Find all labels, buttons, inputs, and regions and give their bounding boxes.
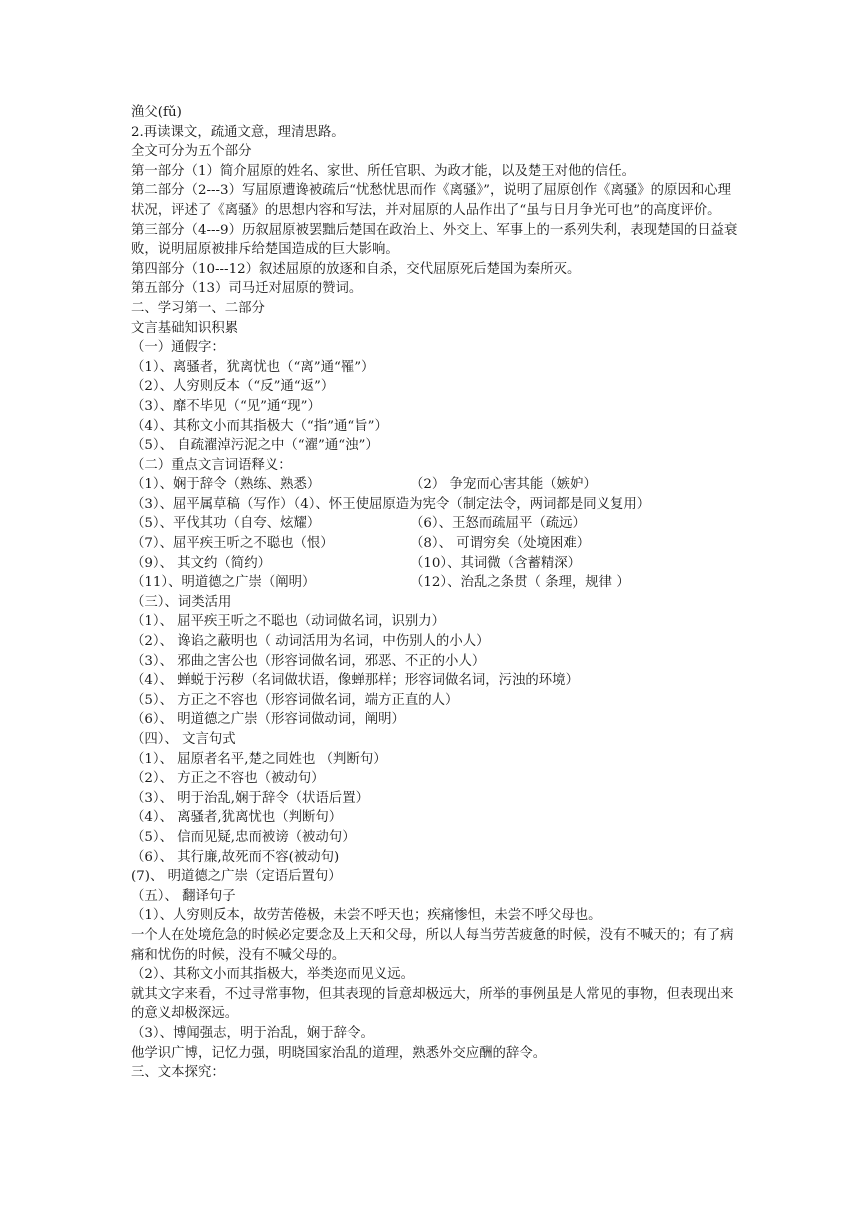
text-line: （1）、人穷则反本，故劳苦倦极，未尝不呼天也；疾痛惨怛，未尝不呼父母也。 <box>131 908 602 924</box>
two-column-row <box>131 475 741 495</box>
text-cell: （1）、娴于辞令（熟练、熟悉） <box>131 477 321 493</box>
text-cell: （10）、其词微（含蓄精深） <box>410 555 582 571</box>
text-line: （3）、靡不毕见（“见”通“现”） <box>131 398 321 414</box>
text-line: 他学识广博，记忆力强，明晓国家治乱的道理，熟悉外交应酬的辞令。 <box>131 1045 547 1061</box>
paragraph: 一个人在处境危急的时候必定要念及上天和父母，所以人每当劳苦疲惫的时候，没有不喊天的；有了病痛和忧伤的时候，没有不喊父母的。 <box>131 927 734 963</box>
text-cell: （5）、平伐其功（自夸、炫耀） <box>131 516 321 532</box>
subsection-heading: （一）通假字： <box>131 340 225 356</box>
text-line: （5）、 信而见疑,忠而被谤（被动句） <box>131 829 356 845</box>
text-line: （3）、博闻强志，明于治乱，娴于辞令。 <box>131 1025 374 1041</box>
text-line: 全文可分为五个部分 <box>131 144 252 160</box>
paragraph: 就其文字来看，不过寻常事物，但其表现的旨意却极远大，所举的事例虽是人常见的事物，但表现出来的意义却极深远。 <box>131 986 734 1022</box>
text-cell: （11）、明道德之广崇（阐明） <box>131 575 316 591</box>
text-line: （6）、 明道德之广崇（形容词做动词，阐明） <box>131 712 405 728</box>
text-line: 文言基础知识积累 <box>131 320 239 336</box>
text-line: 第五部分（13）司马迁对屈原的赞词。 <box>131 281 363 297</box>
subsection-heading: （五）、 翻译句子 <box>131 888 236 904</box>
text-line: （3）、 明于治乱,娴于辞令（状语后置） <box>131 790 369 806</box>
paragraph: 第三部分（4---9）历叙屈原被罢黜后楚国在政治上、外交上、军事上的一系列失利，表现楚国的日益衰败，说明屈原被排斥给楚国造成的巨大影响。 <box>131 222 738 258</box>
section-heading: 二、学习第一、二部分 <box>131 300 265 316</box>
two-column-row <box>131 554 741 574</box>
two-column-row <box>131 514 741 534</box>
paragraph: 第二部分（2---3）写屈原遭谗被疏后“忧愁忧思而作《离骚》”，说明了屈原创作《离骚》的原因和心理状况，评述了《离骚》的思想内容和写法，并对屈原的人品作出了“虽与日月争光可也”的高度评价。 <box>131 183 732 218</box>
document-page <box>131 103 741 1083</box>
text-cell: （2） 争宠而心害其能（嫉妒） <box>410 477 597 493</box>
text-cell: （7）、屈平疾王听之不聪也（恨） <box>131 536 334 552</box>
text-line: 渔父(fǔ) <box>131 105 182 120</box>
text-line: （4）、 蝉蜕于污秽（名词做状语，像蝉那样；形容词做名词，污浊的环境） <box>131 673 579 689</box>
subsection-heading: （四）、 文言句式 <box>131 732 236 747</box>
text-line: （4）、其称文小而其指极大（“指”通“旨”） <box>131 418 388 434</box>
text-line: （1）、离骚者，犹离忧也（“离”通“罹”） <box>131 359 375 375</box>
text-cell: （8）、 可谓穷矣（处境困难） <box>410 536 591 552</box>
text-cell: （9）、 其文约（简约） <box>131 555 271 571</box>
text-line: 第四部分（10---12）叙述屈原的放逐和自杀，交代屈原死后楚国为秦所灭。 <box>131 261 581 277</box>
text-cell: （12）、治乱之条贯（ 条理，规律 ） <box>410 575 630 591</box>
text-line: （5）、 自疏濯淖污泥之中（“濯”通“浊”） <box>131 438 379 454</box>
text-line: （1）、 屈平疾王听之不聪也（动词做名词，识别力） <box>131 614 446 630</box>
text-line: （4）、 离骚者,犹离忧也（判断句） <box>131 810 343 826</box>
text-line: （6）、 其行廉,故死而不容(被动句) <box>131 849 340 865</box>
text-line: 2.再读课文，疏通文意，理清思路。 <box>131 124 345 140</box>
text-line: （3）、 邪曲之害公也（形容词做名词，邪恶、不正的小人） <box>131 653 486 669</box>
text-line: （2）、 谗谄之蔽明也（ 动词活用为名词，中伤别人的小人） <box>131 634 490 650</box>
subsection-heading: （三）、词类活用 <box>131 594 232 610</box>
two-column-row <box>131 573 741 593</box>
section-heading: 三、文本探究： <box>131 1065 225 1081</box>
text-line: (7)、 明道德之广崇（定语后置句） <box>131 869 342 885</box>
text-line: （2）、其称文小而其指极大，举类迩而见义远。 <box>131 967 415 983</box>
subsection-heading: （二）重点文言词语释义： <box>131 457 292 473</box>
text-line: （3）、屈平属草稿（写作）（4）、怀王使屈原造为宪令（制定法令，两词都是同义复用） <box>131 496 651 512</box>
text-cell: （6）、王怒而疏屈平（疏远） <box>410 516 586 532</box>
text-line: （2）、人穷则反本（“反”通“返”） <box>131 379 335 395</box>
two-column-row <box>131 534 741 554</box>
text-line: 第一部分（1）简介屈原的姓名、家世、所任官职、为政才能，以及楚王对他的信任。 <box>131 163 635 179</box>
text-line: （5）、 方正之不容也（形容词做名词，端方正直的人） <box>131 692 459 708</box>
text-line: （2）、 方正之不容也（被动句） <box>131 771 325 787</box>
text-line: （1）、 屈原者名平,楚之同姓也 （判断句） <box>131 751 387 767</box>
